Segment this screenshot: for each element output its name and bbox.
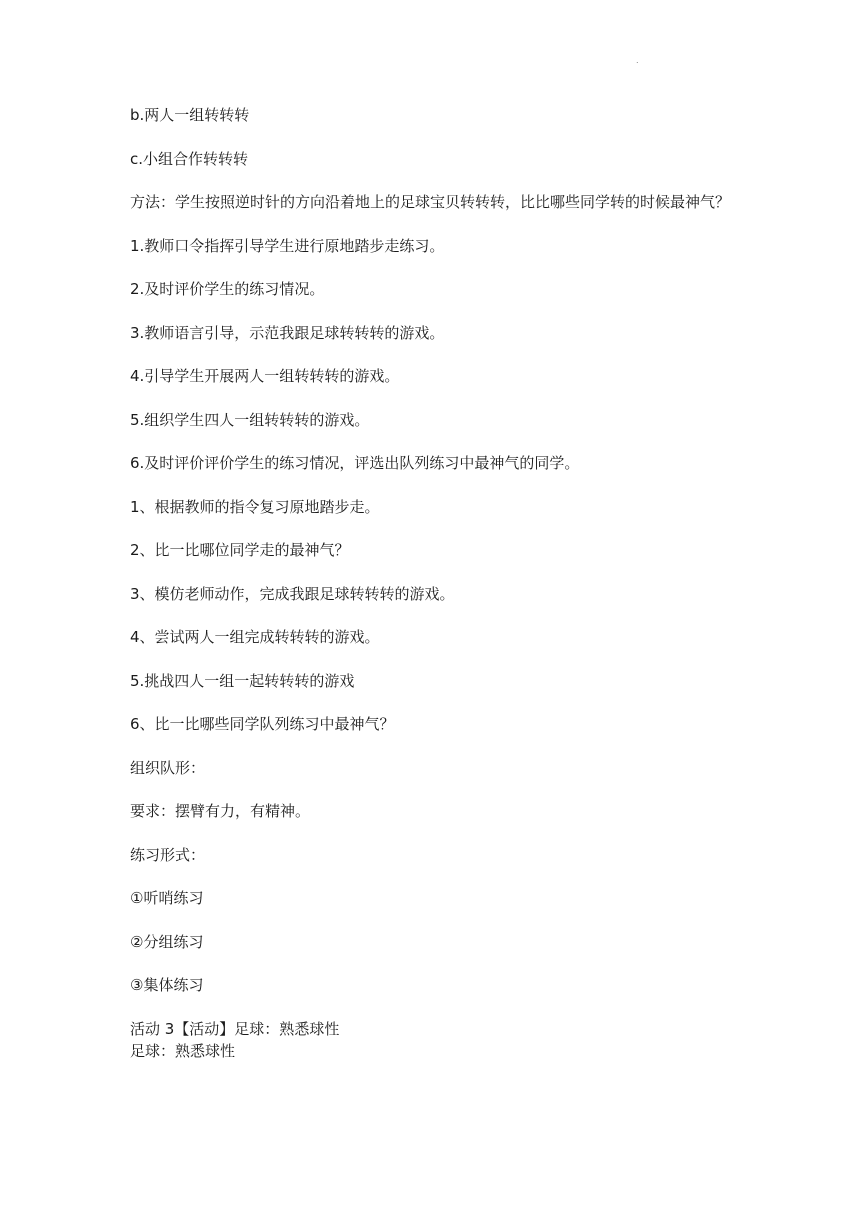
paragraph: 4、尝试两人一组完成转转转的游戏。: [130, 628, 380, 646]
paragraph: 要求：摆臂有力，有精神。: [130, 802, 311, 820]
activity-heading: 活动 3【活动】足球：熟悉球性: [130, 1019, 340, 1038]
paragraph: 1.教师口令指挥引导学生进行原地踏步走练习。: [130, 236, 445, 255]
document-body: [130, 104, 750, 1062]
activity-subheading: 足球：熟悉球性: [130, 1041, 236, 1060]
paragraph: 2.及时评价学生的练习情况。: [130, 280, 325, 298]
header-mark: .: [636, 56, 639, 65]
paragraph: b.两人一组转转转: [130, 106, 250, 124]
paragraph: 1、根据教师的指令复习原地踏步走。: [130, 497, 380, 516]
paragraph: c.小组合作转转转: [130, 149, 249, 168]
paragraph: ②分组练习: [130, 932, 204, 951]
paragraph: 6、比一比哪些同学队列练习中最神气？: [130, 715, 395, 733]
paragraph: 3、模仿老师动作，完成我跟足球转转转的游戏。: [130, 584, 455, 603]
paragraph: 3.教师语言引导，示范我跟足球转转转的游戏。: [130, 323, 445, 342]
paragraph: 5.挑战四人一组一起转转转的游戏: [130, 671, 355, 690]
paragraph: ①听哨练习: [130, 889, 204, 907]
paragraph: 组织队形：: [130, 758, 206, 777]
paragraph: 练习形式：: [130, 845, 206, 864]
paragraph: 5.组织学生四人一组转转转的游戏。: [130, 410, 370, 429]
paragraph: 4.引导学生开展两人一组转转转的游戏。: [130, 367, 400, 385]
paragraph: 6.及时评价评价学生的练习情况，评选出队列练习中最神气的同学。: [130, 454, 580, 472]
paragraph: ③集体练习: [130, 976, 204, 994]
paragraph: 2、比一比哪位同学走的最神气？: [130, 541, 350, 559]
paragraph: 方法：学生按照逆时针的方向沿着地上的足球宝贝转转转，比比哪些同学转的时候最神气？: [130, 193, 731, 211]
